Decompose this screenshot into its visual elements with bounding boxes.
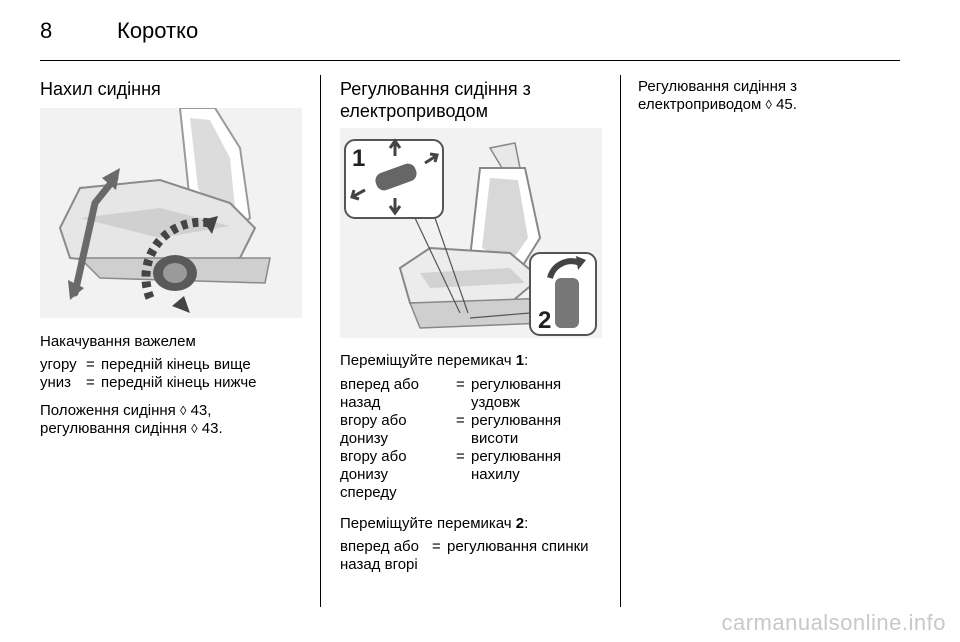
header-divider [40, 60, 900, 61]
definition-term: униз [40, 374, 72, 391]
column-divider-2 [620, 75, 621, 607]
definition-term: вгору або донизу [340, 412, 407, 447]
page-title: Коротко [117, 18, 199, 43]
definition-desc: регулювання висоти [471, 412, 562, 447]
cross-reference[interactable]: Положення сидіння ◊ 43, [40, 402, 212, 419]
definition-eq: = [86, 356, 95, 373]
definition-eq: = [86, 374, 95, 391]
switch1-intro: Переміщуйте перемикач 1: [340, 352, 529, 369]
definition-row [340, 376, 610, 412]
seat-tilt-figure [40, 108, 302, 318]
definition-row [40, 374, 305, 392]
column-continuation [638, 78, 900, 114]
definition-desc: регулювання спинки [447, 538, 589, 555]
reference-icon: ◊ [765, 97, 772, 112]
definition-desc: регулювання уздовж [471, 376, 562, 411]
switch1-definition-list [340, 376, 610, 502]
lever-caption: Накачування важелем [40, 333, 196, 350]
section-heading-line1: Регулювання сидіння з [340, 79, 531, 99]
power-seat-figure [340, 128, 602, 338]
definition-eq: = [456, 412, 465, 429]
page-header [40, 18, 900, 48]
cross-reference[interactable]: електроприводом ◊ 45. [638, 96, 797, 113]
definition-row [40, 356, 305, 374]
definition-desc: передній кінець вище [101, 356, 251, 373]
definition-row [340, 412, 610, 448]
cross-reference[interactable]: регулювання сидіння ◊ 43. [40, 420, 223, 437]
column-seat-tilt [40, 78, 305, 100]
page-number: 8 [40, 18, 53, 43]
continuation-line1: Регулювання сидіння з [638, 78, 798, 95]
definition-eq: = [456, 448, 465, 465]
cross-references [40, 402, 310, 438]
definition-term: вперед або назад [340, 376, 419, 411]
section-heading: Нахил сидіння [40, 79, 161, 99]
column-power-seat [340, 78, 605, 122]
watermark: carmanualsonline.info [721, 610, 946, 635]
power-seat-image [340, 128, 602, 338]
callout-2: 2 [538, 307, 552, 334]
definition-term: угору [40, 356, 77, 373]
column-divider-1 [320, 75, 321, 607]
definition-row [340, 448, 610, 502]
definition-term: вперед або назад вгорі [340, 538, 419, 573]
tilt-definition-list [40, 356, 305, 392]
reference-icon: ◊ [179, 403, 187, 418]
reference-icon: ◊ [191, 421, 198, 436]
seat-tilt-image [40, 108, 302, 318]
definition-desc: регулювання нахилу [471, 448, 562, 483]
switch2-definition-list [340, 538, 615, 574]
section-heading-line2: електроприводом [340, 101, 488, 121]
definition-term: вгору або донизу спереду [340, 448, 407, 501]
definition-eq: = [432, 538, 441, 555]
callout-1: 1 [352, 145, 366, 172]
definition-desc: передній кінець нижче [101, 374, 257, 391]
definition-eq: = [456, 376, 465, 393]
switch2-intro: Переміщуйте перемикач 2: [340, 515, 529, 532]
definition-row [340, 538, 615, 574]
